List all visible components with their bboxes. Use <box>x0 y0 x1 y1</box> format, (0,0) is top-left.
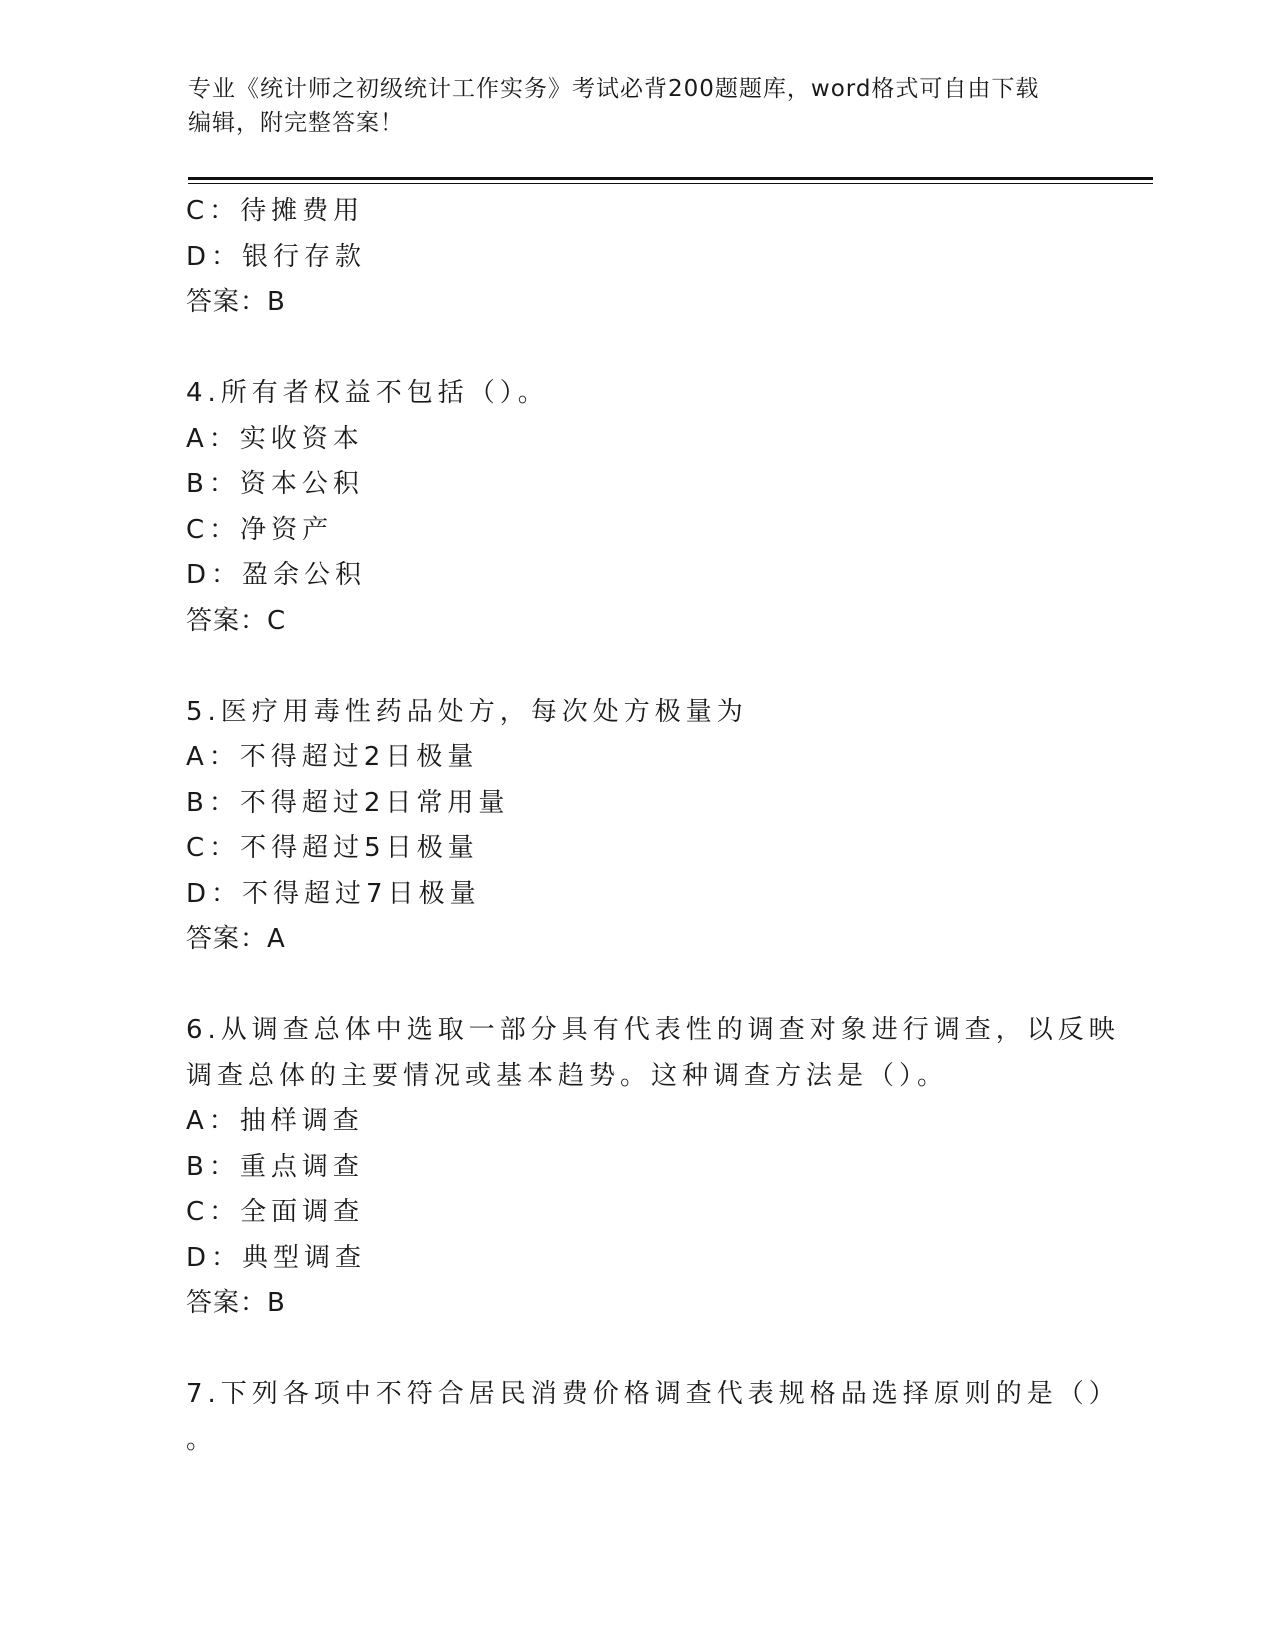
question-text-line-2: 调查总体的主要情况或基本趋势。这种调查方法是（）。 <box>186 1060 949 1091</box>
spacer <box>186 326 1086 372</box>
answer: 答案：A <box>186 924 286 954</box>
option-d: D：银行存款 <box>186 241 367 272</box>
option-a: A：不得超过2日极量 <box>186 742 479 772</box>
spacer <box>186 963 1086 1009</box>
option-c: C：净资产 <box>186 514 334 545</box>
option-d: D：盈余公积 <box>186 560 367 590</box>
question-7 <box>186 1372 1120 1463</box>
question-6 <box>186 1008 1120 1327</box>
question-text-line-2: 。 <box>186 1424 218 1455</box>
question-text-line-1: 7.下列各项中不符合居民消费价格调查代表规格品选择原则的是（） <box>186 1379 1120 1409</box>
header-line-1: 专业《统计师之初级统计工作实务》考试必背200题题库，word格式可自由下载 <box>188 76 1040 102</box>
answer: 答案：B <box>186 287 286 317</box>
option-b: B：重点调查 <box>186 1151 364 1182</box>
option-d: D：不得超过7日极量 <box>186 878 481 909</box>
document-body <box>186 189 1120 1463</box>
spacer <box>186 1327 1086 1373</box>
option-c: C：待摊费用 <box>186 196 365 226</box>
question-4 <box>186 371 1086 644</box>
question-text: 5.医疗用毒性药品处方，每次处方极量为 <box>186 696 748 727</box>
option-a: A：实收资本 <box>186 423 364 454</box>
header-divider-thin <box>188 183 1153 184</box>
answer: 答案：B <box>186 1288 286 1318</box>
question-fragment <box>186 189 1086 326</box>
answer: 答案：C <box>186 605 287 636</box>
option-d: D：典型调查 <box>186 1242 367 1273</box>
question-text-line-1: 6.从调查总体中选取一部分具有代表性的调查对象进行调查，以反映 <box>186 1015 1120 1045</box>
option-c: C：不得超过5日极量 <box>186 833 479 863</box>
question-5 <box>186 690 1086 963</box>
document-header <box>188 72 1088 140</box>
question-text: 4.所有者权益不包括（）。 <box>186 378 549 408</box>
header-divider-thick <box>188 177 1153 180</box>
option-b: B：资本公积 <box>186 469 364 499</box>
option-c: C：全面调查 <box>186 1197 365 1227</box>
option-a: A：抽样调查 <box>186 1106 364 1136</box>
spacer <box>186 644 1086 690</box>
header-line-2: 编辑，附完整答案！ <box>188 110 404 136</box>
option-b: B：不得超过2日常用量 <box>186 787 510 818</box>
